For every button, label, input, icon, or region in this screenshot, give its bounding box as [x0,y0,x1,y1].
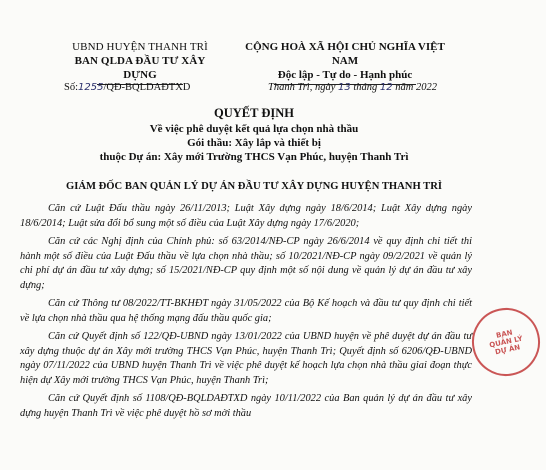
issuer-header [60,40,220,85]
document-body [20,202,472,425]
body-paragraph: Căn cứ các Nghị định của Chính phủ: số 63/2014/NĐ-CP ngày 26/6/2014 về quy định chi tiết thi hành một số điều của Luật Đấu thầu về lựa chọn nhà thầu; số 10/2021/NĐ-CP ngày 09/2/2021 về quản lý chi phí dự án đầu tư xây dựng; số 15/2021/NĐ-CP quy định một số nội dung về quản lý dự án đầu tư xây dựng; [20,236,472,291]
place-and-date [268,82,437,93]
place-label: Thanh Trì, ngày [268,82,336,93]
document-title: QUYẾT ĐỊNH [214,106,294,120]
date-month: 12 [379,82,393,93]
subject-line-2: Gói thầu: Xây lắp và thiết bị [187,137,321,149]
doc-number-handwritten: 1255 [78,82,104,93]
issuer-org: UBND HUYỆN THANH TRÌ [72,41,208,53]
document-subject [0,122,508,164]
national-motto: Độc lập - Tự do - Hạnh phúc [277,69,413,81]
seal-text: BAN QUẢN LÝ DỰ ÁN [488,328,524,357]
month-label: tháng [353,82,378,93]
nation-name: CỘNG HOÀ XÃ HỘI CHỦ NGHĨA VIỆT NAM [245,41,445,67]
doc-number-prefix: Số: [64,82,79,93]
official-seal [466,302,546,383]
national-header [232,40,458,85]
subject-line-1: Về việc phê duyệt kết quả lựa chọn nhà thầu [149,123,359,135]
body-paragraph: Căn cứ Quyết định số 1108/QĐ-BQLDAĐTXD ngày 10/11/2022 của Ban quản lý dự án đầu tư xây dựng huyện Thanh Trì về việc phê duyệt hồ sơ mời thầu [20,393,472,419]
year-label: năm 2022 [395,82,437,93]
doc-number-suffix: /QĐ-BQLDAĐTXD [103,82,191,93]
director-heading: GIÁM ĐỐC BAN QUẢN LÝ DỰ ÁN ĐẦU TƯ XÂY DỰNG HUYỆN THANH TRÌ [66,181,442,192]
body-paragraph: Căn cứ Quyết định số 122/QĐ-UBND ngày 13/01/2022 của UBND huyện về phê duyệt dự án đầu tư xây dựng thuộc dự án Xây mới trường THCS Vạn Phúc, huyện Thanh Trì; Quyết định số 6206/QĐ-UBND ngày 07/11/2022 của UBND huyện Thanh Trì về việc phê duyệt kế hoạch lựa chọn nhà thầu giai đoạn thực hiện dự Xây mới trường THCS Vạn Phúc, huyện Thanh Trì; [20,331,472,386]
body-paragraph: Căn cứ Luật Đấu thầu ngày 26/11/2013; Luật Xây dựng ngày 18/6/2014; Luật Xây dựng ngày 18/6/2014; Luật sửa đổi bổ sung một số điều của Luật Xây dựng ngày 17/6/2020; [20,203,472,229]
body-paragraph: Căn cứ Thông tư 08/2022/TT-BKHĐT ngày 31/05/2022 của Bộ Kế hoạch và đầu tư quy định chi tiết về lựa chọn nhà thầu qua hệ thống mạng đấu thầu quốc gia; [20,298,472,324]
subject-line-3: thuộc Dự án: Xây mới Trường THCS Vạn Phúc, huyện Thanh Trì [99,151,409,163]
document-number [64,82,190,93]
date-day: 13 [338,82,351,93]
issuer-unit: BAN QLDA ĐẦU TƯ XÂY DỰNG [74,55,206,81]
